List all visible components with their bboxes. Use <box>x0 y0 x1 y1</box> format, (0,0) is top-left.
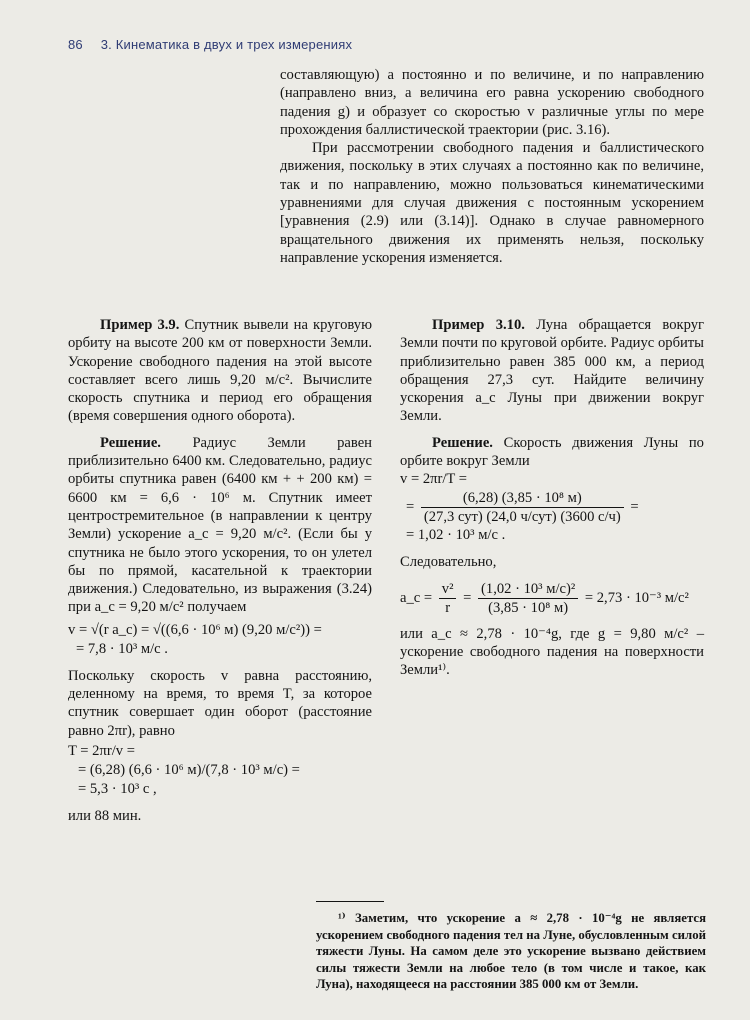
example-3-10-problem <box>400 316 704 426</box>
example-3-10-problem-text: Луна обращается вокруг Земли почти по круговой орбите. Радиус орбиты приблизительно равен 385 000 км, а период обращения 27,3 сут. Найдите величину ускорения a_c Луны при движении вокруг Земли. <box>400 317 705 425</box>
therefore-text: Следовательно, <box>400 554 497 571</box>
example-3-9-solution-text: Радиус Земли равен приблизительно 6400 км. Следовательно, радиус орбиты спутника равен (6400 км + + 200 км) = 6600 км = 6,6 · 10⁶ м. Спутник имеет центростремительное (в направлении к центру Земли) ускорение a_c = 9,20 м/с². (Если бы у спутника не было этого ускорения, то он улетел бы по прямой, касательной к траектории движения.) Следовательно, из выражения (3.24) при a_c = 9,20 м/с² получаем <box>68 434 372 616</box>
equation-ac-numerator-2: (1,02 · 10³ м/с)² <box>478 580 578 599</box>
equation-ac-lhs: a_c = <box>400 589 433 606</box>
example-3-10-title: Пример 3.10. <box>432 317 525 333</box>
example-3-10-solution-text: Скорость движения Луны по орбите вокруг Земли <box>400 434 704 470</box>
equation-ac-denominator-2: (3,85 · 10⁸ м) <box>488 599 569 616</box>
example-3-9-title: Пример 3.9. <box>100 317 180 333</box>
top-paragraph-1: составляющую) a постоянно и по величине, и по направлению (направлено вниз, а величина его равна ускорению свободного падения g) и образует со скоростью v различные углы по мере прохождения баллистической траектории (рис. 3.16). <box>280 67 704 138</box>
footnote-divider <box>316 901 384 902</box>
example-3-10-solution <box>400 434 704 471</box>
running-header <box>68 37 352 52</box>
page-number: 86 <box>68 37 83 52</box>
footnote-marker: ¹⁾ <box>338 911 346 925</box>
equation-v-moon-fraction-line: = $\frac{\text{(6,28) (3,85 · 10⁸ м)}}{\text{(27,3 сут) (24,0 ч/сут) (3600 с/ч)}}$ = <box>406 490 639 526</box>
example-3-9-problem <box>68 316 372 426</box>
equation-ac-moon: a_c = $\frac{\text{v²}}{r}$ = $\frac{\text{(1,02 · 10³ м/с)²}}{\text{(3,85 · 10⁸ м)}}$ = 2,73 · 10⁻³ м/с² <box>400 580 689 616</box>
equation-ac-result: = 2,73 · 10⁻³ м/с² <box>584 589 689 606</box>
equation-ac-fraction-1 <box>439 580 457 617</box>
equation-ac-denominator-1: r <box>445 599 451 616</box>
equation-v-satellite-line-1: v = √(r a_c) = √((6,6 · 10⁶ м) (9,20 м/с²)) = <box>68 621 322 638</box>
example-3-9-result: или 88 мин. <box>68 807 142 824</box>
equation-ac-fraction-2 <box>478 580 578 617</box>
equation-v-satellite-line-2: = 7,8 · 10³ м/с . <box>76 640 168 657</box>
example-3-9-solution <box>68 434 372 617</box>
example-3-10-solution-title: Решение. <box>432 434 493 451</box>
equation-T-line-2: = (6,28) (6,6 · 10⁶ м)/(7,8 · 10³ м/с) = <box>78 761 300 778</box>
equation-ac-numerator-1: v² <box>439 580 457 599</box>
equation-v-moon-result: = 1,02 · 10³ м/с . <box>406 527 506 544</box>
footnote-text: Заметим, что ускорение a ≈ 2,78 · 10⁻⁴g не является ускорением свободного падения тел на Луне, обусловленным силой тяжести Луны. На самом деле это ускорение вызвано действием силы тяжести Земли на любое тело (в том числе и такое, как Луна), находящееся на расстоянии 385 000 км от Земли. <box>316 911 706 992</box>
equation-T-line-3: = 5,3 · 10³ с , <box>78 780 157 797</box>
equation-v-moon-fraction <box>421 489 624 526</box>
top-paragraph-2: При рассмотрении свободного падения и баллистического движения, поскольку в этих случаях a постоянно как по величине, так и по направлению, можно пользоваться кинематическими уравнениями для случая движения с постоянным ускорением [уравнения (2.9) или (3.14)]. Однако в случае равномерного вращательного движения их применять нельзя, поскольку направление ускорения изменяется. <box>280 140 704 266</box>
top-text-block <box>280 66 704 267</box>
equation-v-moon-denominator: (27,3 сут) (24,0 ч/сут) (3600 с/ч) <box>423 509 621 526</box>
chapter-title: 3. Кинематика в двух и трех измерениях <box>100 37 353 52</box>
footnote <box>316 910 706 993</box>
equation-v-moon-numerator: (6,28) (3,85 · 10⁸ м) <box>421 489 624 508</box>
equation-v-moon-line-1: v = 2πr/T = <box>400 471 467 488</box>
example-3-9-problem-text: Спутник вывели на круговую орбиту на высоте 200 км от поверхности Земли. Ускорение свободного падения на этой высоте составляет всего лишь 9,20 м/с². Вычислите скорость спутника и период его обращения (время совершения одного оборота). <box>68 317 373 425</box>
footnote-text-block <box>316 910 706 993</box>
example-3-10-conclusion: или a_c ≈ 2,78 · 10⁻⁴g, где g = 9,80 м/с² – ускорение свободного падения на поверхности Земли¹⁾. <box>400 625 704 679</box>
example-3-9 <box>68 316 372 825</box>
equation-T-line-1: T = 2πr/v = <box>68 742 135 759</box>
example-3-9-period-text: Поскольку скорость v равна расстоянию, деленному на время, то время T, за которое спутник совершает один оборот (расстояние равно 2πr), равно <box>68 667 372 739</box>
example-3-9-solution-title: Решение. <box>100 434 161 451</box>
example-3-10 <box>400 316 704 680</box>
